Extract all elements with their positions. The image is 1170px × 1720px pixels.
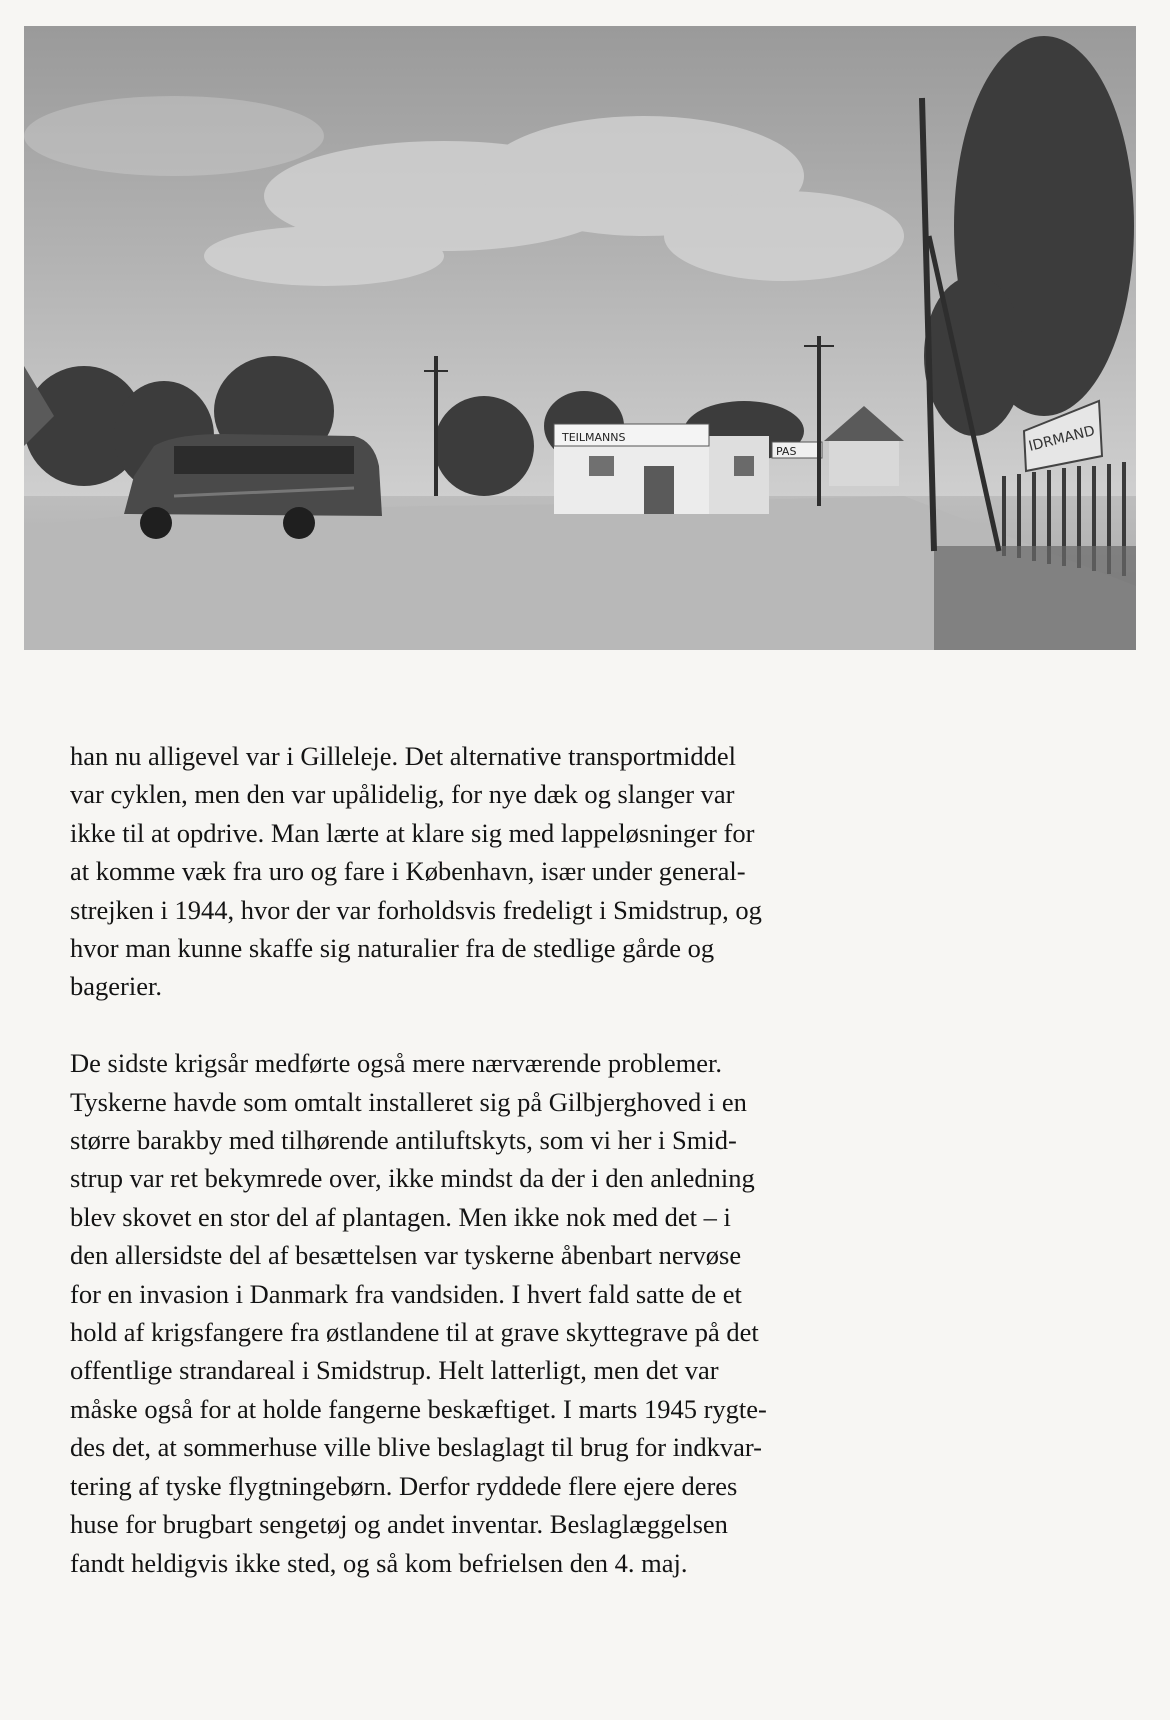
paragraph-1: han nu alligevel var i Gilleleje. Det alternative transportmiddel var cyklen, men den var upålidelig, for nye dæk og slanger var ikke til at opdrive. Man lærte at klare sig med lappeløsninger for at komme væk fra uro og fare i København, især under general- strejken i 1944, hvor der var forholdsvis fredeligt i Smidstrup, og hvor man kunne skaffe sig naturalier fra de stedlige gårde og bagerier. <box>70 741 762 1002</box>
shop-sign-text: TEILMANNS <box>562 431 626 444</box>
road-sign-text: IDRMAND <box>1027 423 1097 455</box>
grass-right <box>934 546 1136 650</box>
paragraph-2: De sidste krigsår medførte også mere nærværende problemer. Tyskerne havde som omtalt installeret sig på Gilbjerghoved i en større barakby med tilhørende antiluftskyts, som vi her i Smid- strup var ret bekymrede over, ikke mindst da der i den anledning blev skovet en stor del af plantagen. Men ikke nok med det – i den allersidste del af besættelsen var tyskerne åbenbart nervøse for en invasion i Danmark fra vandsiden. I hvert fald satte de et hold af krigsfangere fra østlandene til at grave skyttegrave på det offentlige strandareal i Smidstrup. Helt latterligt, men det var måske også for at holde fangerne beskæftiget. I marts 1945 rygte- des det, at sommerhuse ville blive beslaglagt til brug for indkvar- tering af tyske flygtningebørn. Derfor ryddede flere ejere deres huse for brugbart sengetøj og andet inventar. Beslaglæggelsen fandt heldigvis ikke sted, og så kom befrielsen den 4. maj. <box>70 1048 767 1578</box>
body-text <box>70 737 1070 1582</box>
street-scene-image <box>24 26 1136 650</box>
historical-photo <box>24 26 1136 650</box>
pastil-sign-text: PAS <box>776 445 797 458</box>
